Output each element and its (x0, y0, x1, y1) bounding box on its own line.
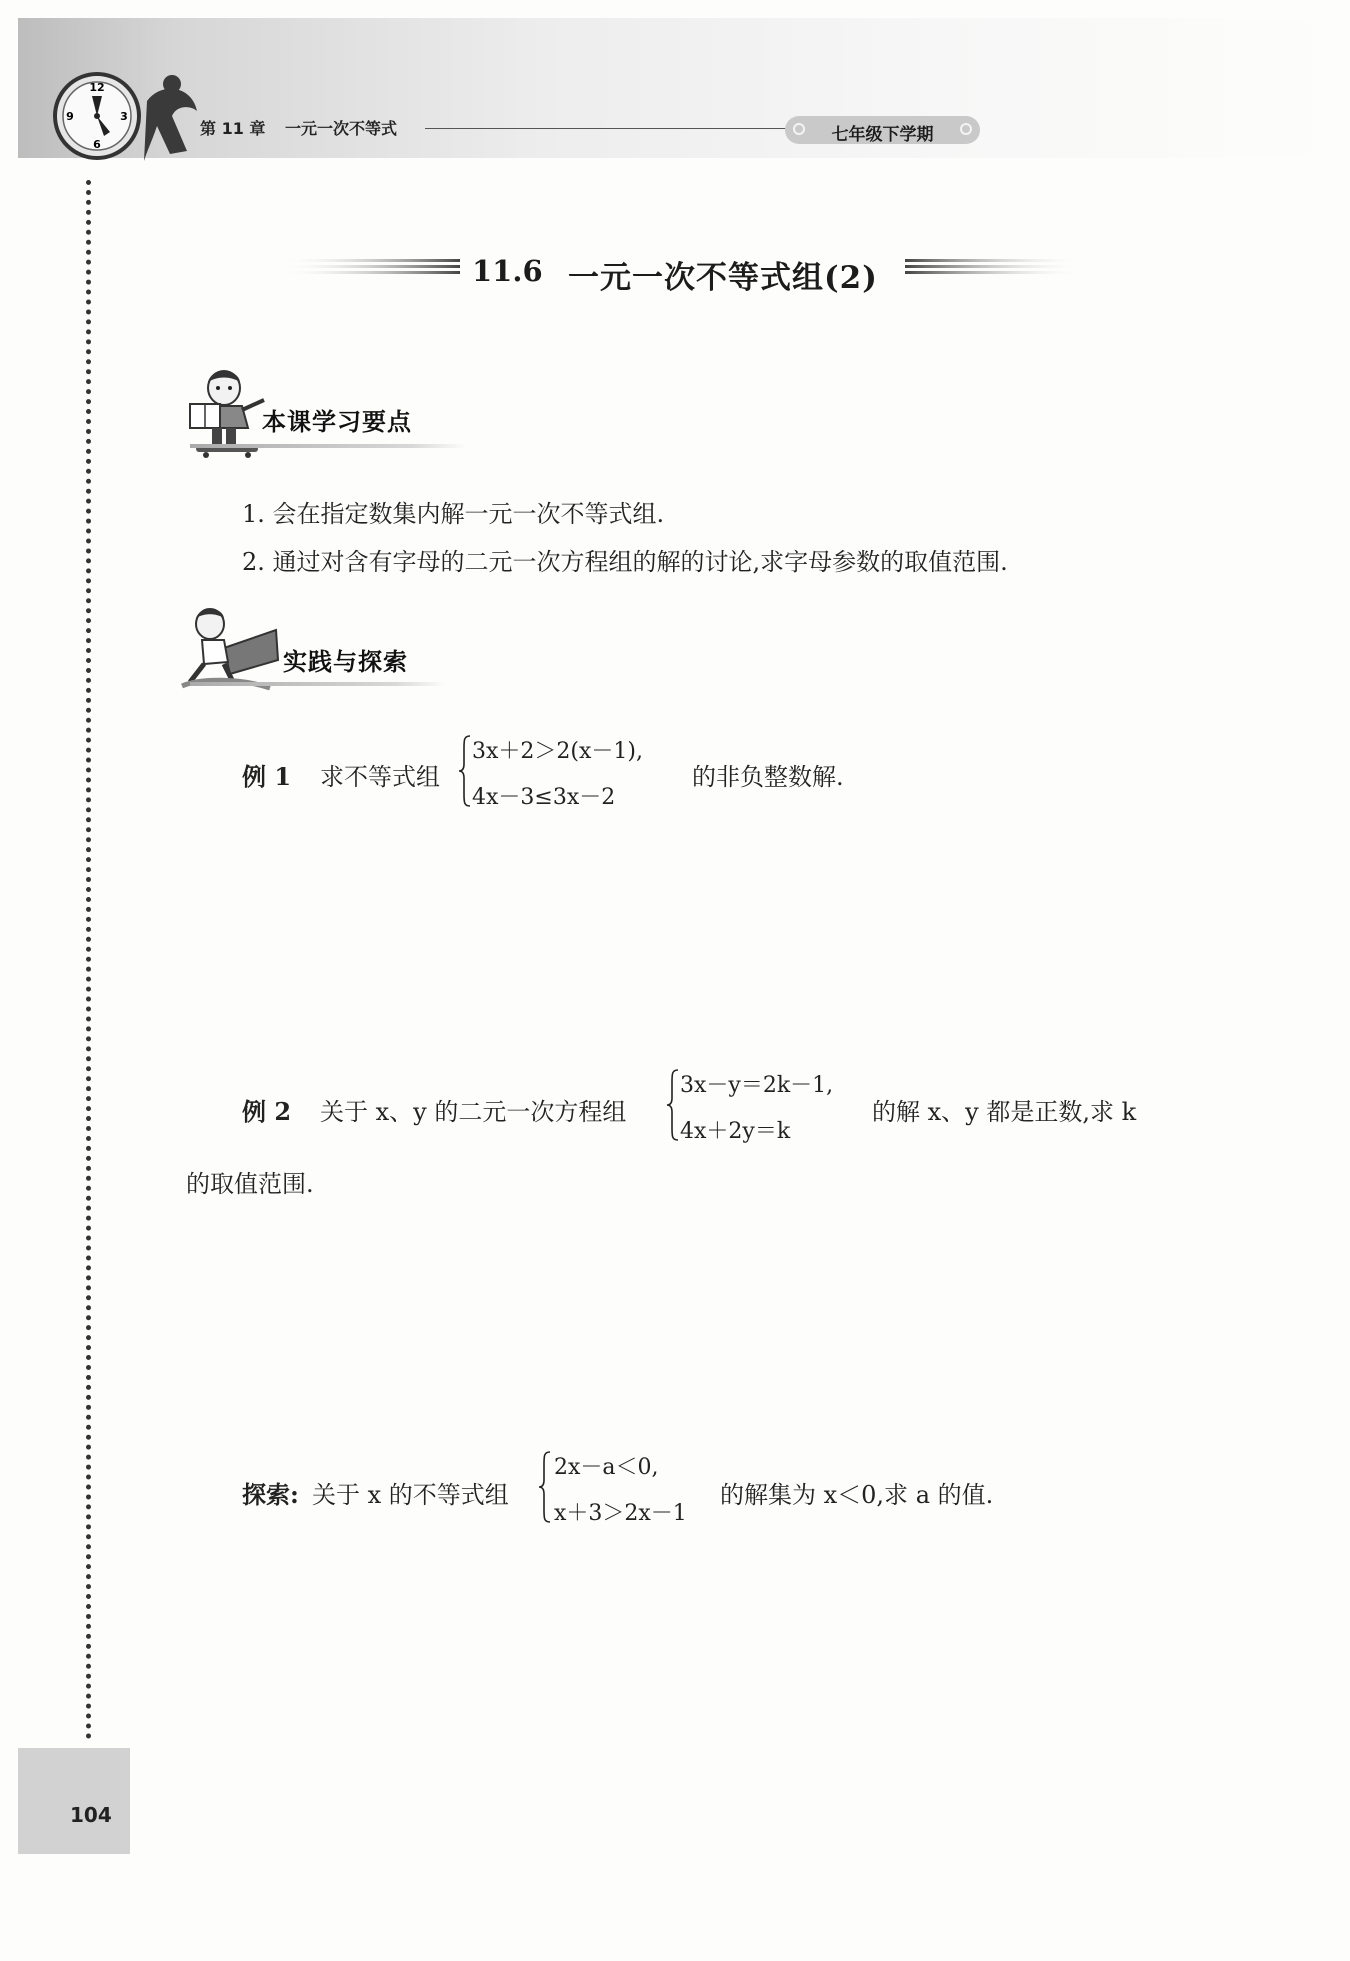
example1-brace (458, 734, 472, 808)
key-point-2: 2. 通过对含有字母的二元一次方程组的解的讨论,求字母参数的取值范围. (242, 548, 1008, 576)
explore-label: 探索: (242, 1480, 299, 1509)
section-number: 11.6 (472, 254, 543, 288)
grade-badge (785, 116, 980, 144)
example2-equation-1: 3x－y＝2k－1, (680, 1073, 834, 1098)
section-title: 一元一次不等式组(2) (568, 260, 878, 296)
badge-right-dot (960, 123, 972, 135)
grade-label: 七年级下学期 (831, 125, 934, 145)
binding-dotted-line (86, 180, 91, 1740)
explore-prefix: 关于 x 的不等式组 (312, 1481, 509, 1509)
explore-brace (538, 1450, 552, 1524)
explore-suffix: 的解集为 x＜0,求 a 的值. (720, 1481, 994, 1509)
explore-inequality-1: 2x－a＜0, (554, 1455, 659, 1480)
example2-equation-2: 4x＋2y＝k (680, 1119, 791, 1144)
clock-number-9: 9 (66, 110, 74, 123)
example2-suffix: 的解 x、y 都是正数,求 k (872, 1098, 1137, 1126)
header-divider (425, 128, 790, 129)
example2-brace (666, 1068, 680, 1142)
example2-label: 例 2 (242, 1097, 292, 1126)
example1-inequality-1: 3x＋2＞2(x－1), (472, 739, 643, 764)
clock-number-3: 3 (120, 110, 128, 123)
example1-label: 例 1 (242, 762, 292, 791)
example1-suffix: 的非负整数解. (692, 763, 844, 791)
key-points-heading: 本课学习要点 (262, 408, 412, 436)
clock-number-6: 6 (93, 138, 101, 151)
key-points-underline (190, 444, 466, 448)
example2-continuation: 的取值范围. (186, 1170, 314, 1198)
chapter-title: 一元一次不等式 (285, 119, 398, 138)
clock-runner-icon (52, 66, 202, 166)
explore-inequality-2: x＋3＞2x－1 (554, 1501, 687, 1526)
title-left-decoration (280, 256, 460, 280)
practice-heading: 实践与探索 (283, 648, 408, 676)
clock-number-12: 12 (89, 81, 105, 94)
chapter-label: 第 11 章 (200, 119, 266, 138)
page-number-tab (18, 1748, 130, 1854)
page-number: 104 (70, 1803, 112, 1827)
example2-prefix: 关于 x、y 的二元一次方程组 (320, 1098, 627, 1126)
example1-inequality-2: 4x－3≤3x－2 (472, 785, 616, 810)
example1-prefix: 求不等式组 (320, 763, 440, 791)
key-point-1: 1. 会在指定数集内解一元一次不等式组. (242, 500, 665, 528)
practice-underline (190, 682, 446, 686)
title-right-decoration (905, 256, 1085, 280)
